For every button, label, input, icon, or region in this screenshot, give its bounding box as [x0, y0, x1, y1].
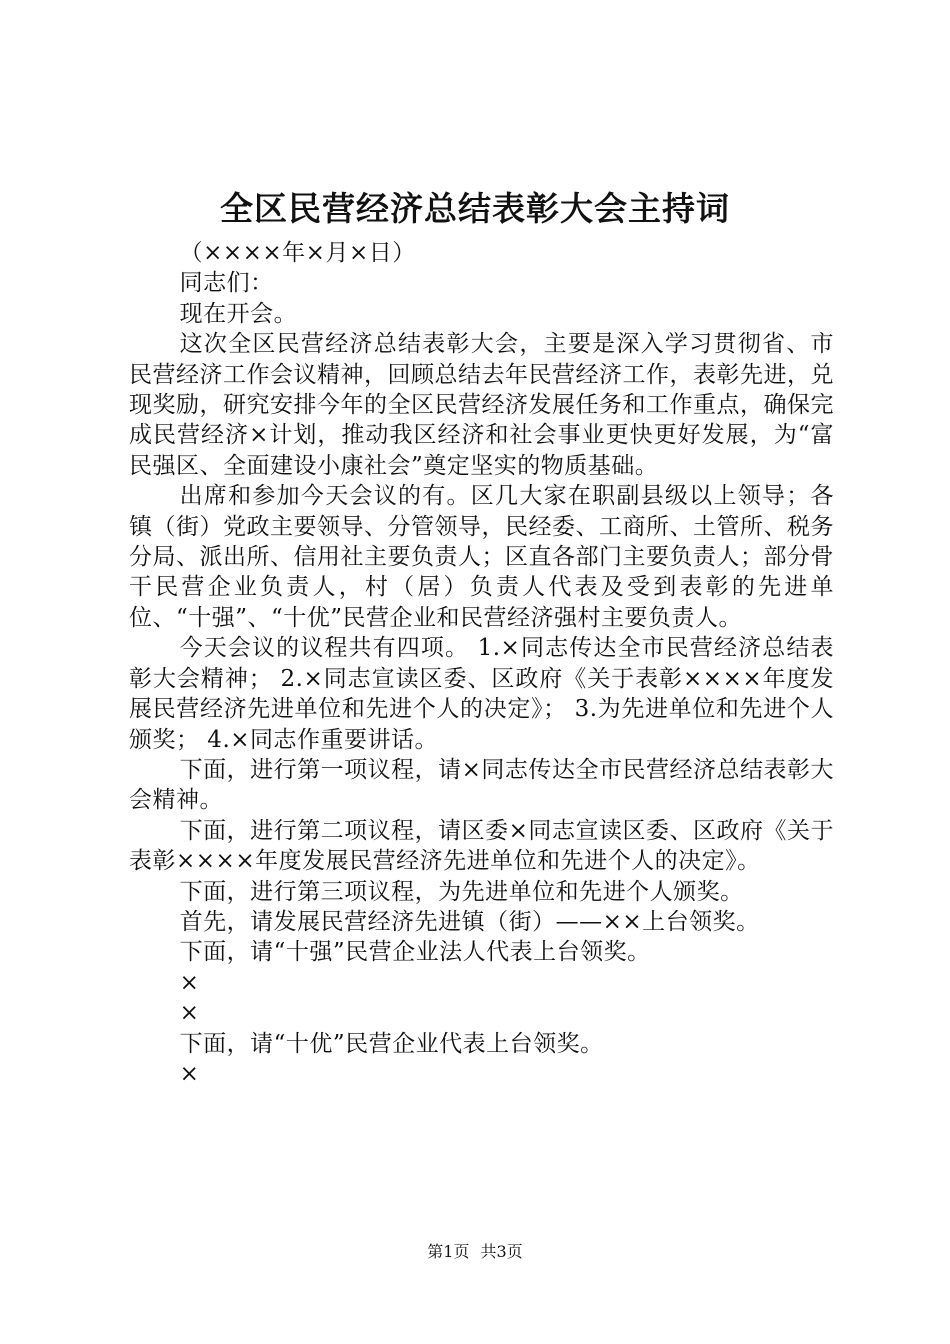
paragraph: 下面，进行第三项议程，为先进单位和先进个人颁奖。	[179, 878, 744, 905]
page-total: 共3页	[480, 1242, 523, 1261]
paragraph: 这次全区民营经济总结表彰大会，主要是深入学习贯彻省、市民营经济工作会议精神，回顾总结去年民营经济工作，表彰先进，兑现奖励，研究安排今年的全区民营经济发展任务和工作重点，确保完成民营经济×计划，推动我区经济和社会事业更快更好发展，为“富民强区、全面建设小康社会”奠定坚实的物质基础。	[129, 331, 834, 479]
paragraph: 首先，请发展民营经济先进镇（街）——××上台领奖。	[179, 908, 760, 935]
document-body	[129, 238, 834, 1089]
paragraph: 下面，请“十强”民营企业法人代表上台领奖。	[179, 939, 651, 966]
placeholder-line: ×	[179, 1000, 200, 1027]
date-line: （××××年×月×日）	[179, 240, 416, 266]
page-title: 全区民营经济总结表彰大会主持词	[220, 189, 730, 228]
placeholder-line: ×	[179, 1060, 200, 1087]
salutation: 同志们：	[179, 270, 274, 297]
page-footer	[0, 1240, 950, 1264]
paragraph: 今天会议的议程共有四项。 1.×同志传达全市民营经济总结表彰大会精神； 2.×同志宣读区委、区政府《关于表彰××××年度发展民营经济先进单位和先进个人的决定》； 3.为先进单位和先进个人颁奖； 4.×同志作重要讲话。	[129, 635, 834, 753]
paragraph: 下面，请“十优”民营企业代表上台领奖。	[179, 1030, 604, 1057]
placeholder-line: ×	[179, 969, 200, 996]
paragraph: 出席和参加今天会议的有。区几大家在职副县级以上领导；各镇（街）党政主要领导、分管领导，民经委、工商所、土管所、税务分局、派出所、信用社主要负责人；区直各部门主要负责人；部分骨干民营企业负责人，村（居）负责人代表及受到表彰的先进单位、“十强”、“十优”民营企业和民营经济强村主要负责人。	[129, 483, 834, 631]
paragraph: 下面，进行第二项议程，请区委×同志宣读区委、区政府《关于表彰××××年度发展民营经济先进单位和先进个人的决定》。	[129, 817, 834, 875]
page-number: 第1页	[427, 1242, 470, 1261]
paragraph: 下面，进行第一项议程，请×同志传达全市民营经济总结表彰大会精神。	[129, 756, 834, 814]
paragraph: 现在开会。	[179, 300, 298, 327]
